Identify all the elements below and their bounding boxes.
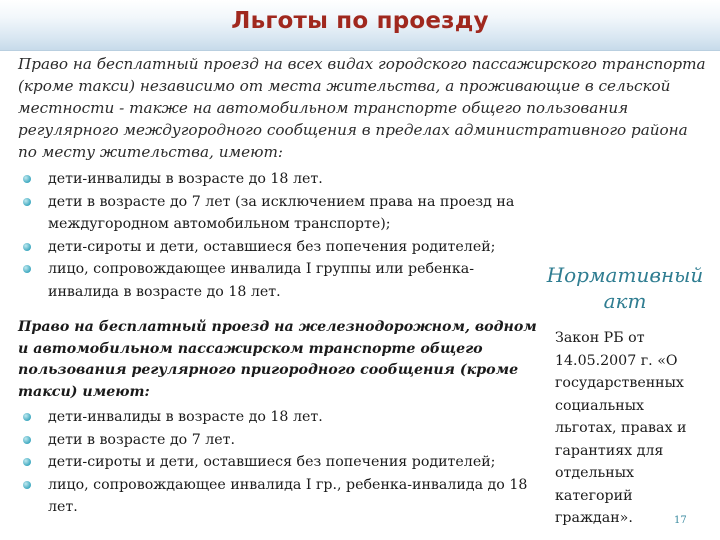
suburban-subheading: Право на бесплатный проезд на железнодорожном, водном и автомобильном пассажирском транспорте общего пользования регулярного пригородного сообщения (кроме такси) имеют: [18, 319, 537, 400]
list-item-text: дети-инвалиды в возрасте до 18 лет. [48, 409, 323, 425]
bullet-icon [23, 413, 31, 421]
bullet-icon [23, 243, 31, 251]
list-item-text: дети в возрасте до 7 лет. [48, 431, 236, 448]
list-item-text: дети-инвалиды в возрасте до 18 лет. [48, 171, 323, 187]
list-item [18, 258, 538, 303]
normative-act-text: Закон РБ от 14.05.2007 г. «О государственных социальных льготах, правах и гарантиях для отдельных категорий граждан». [555, 330, 687, 526]
bullet-icon [23, 175, 31, 183]
normative-act-heading: Нормативный акт [546, 263, 704, 313]
bullet-icon [23, 436, 31, 444]
list-item [18, 474, 538, 519]
list-item-text: лицо, сопровождающее инвалида I гр., ребенка-инвалида до 18 лет. [48, 476, 528, 515]
list-item-text: дети в возрасте до 7 лет (за исключением права на проезд на междугородном автомобильном транспорте); [48, 193, 515, 232]
list-item [18, 451, 538, 474]
slide-number: 17 [674, 515, 687, 526]
list-item-text: лицо, сопровождающее инвалида I группы или ребенка-инвалида в возрасте до 18 лет. [48, 261, 474, 300]
bullet-icon [23, 265, 31, 273]
eligibility-list-suburban [18, 406, 538, 519]
list-item [18, 236, 538, 259]
bullet-icon [23, 481, 31, 489]
bullet-icon [23, 198, 31, 206]
list-item [18, 406, 538, 429]
bullet-icon [23, 458, 31, 466]
list-item-text: дети-сироты и дети, оставшиеся без попечения родителей; [48, 238, 496, 255]
intro-paragraph: Право на бесплатный проезд на всех видах городского пассажирского транспорта (кроме такси) независимо от места жительства, а проживающие в сельской местности - также на автомобильном транспорте общего пользования регулярного междугородного сообщения в пределах административного района по месту жительства, имеют: [18, 55, 706, 161]
list-item-text: дети-сироты и дети, оставшиеся без попечения родителей; [48, 454, 496, 470]
list-item [18, 429, 538, 452]
list-item [18, 168, 538, 191]
slide-title: Льготы по проезду [231, 8, 489, 34]
eligibility-list-city [18, 168, 538, 303]
list-item [18, 191, 538, 236]
